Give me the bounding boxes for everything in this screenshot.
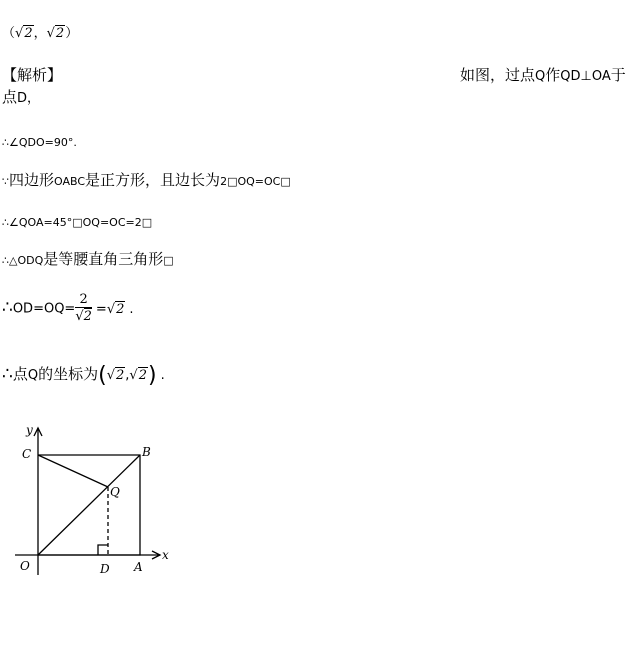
step-1: ∴∠QDO=90°.: [2, 136, 77, 149]
label-B: B: [142, 445, 151, 459]
answer-open-paren: （: [2, 26, 16, 41]
label-C: C: [22, 447, 32, 461]
right-angle-mark: [98, 545, 108, 555]
answer-close-paren: ）: [65, 26, 79, 41]
analysis-intro: 如图，过点Q作QD⊥OA于: [460, 66, 626, 84]
segment-CQ: [38, 455, 108, 487]
answer-line: [2, 27, 78, 40]
fraction-two-over-root-two: $\frac{2}{√2}$: [75, 292, 92, 324]
result-sqrt: √2: [106, 301, 125, 317]
answer-sqrt-2: √2: [46, 26, 65, 41]
diagonal-OB: [38, 455, 140, 555]
label-y: y: [26, 423, 33, 437]
step-6: ∴点Q的坐标为(√2,√2) .: [2, 363, 165, 388]
step-4: ∴△ODQ是等腰直角三角形□: [2, 250, 174, 268]
answer-sqrt-1: √2: [15, 26, 33, 41]
label-A: A: [134, 560, 143, 574]
label-x: x: [162, 548, 169, 562]
step-3: ∴∠QOA=45°□OQ=OC=2□: [2, 216, 153, 229]
answer-separator: ，: [33, 26, 47, 41]
label-Q: Q: [110, 485, 120, 499]
label-O: O: [20, 559, 30, 573]
analysis-heading: 【解析】: [2, 66, 63, 84]
step-5: ∴OD=OQ= $\frac{2}{√2}$ =√2 .: [2, 292, 134, 324]
analysis-intro-line2: 点D，: [2, 88, 41, 106]
label-D: D: [100, 562, 110, 576]
square-figure: [10, 420, 190, 590]
step-2: ∵四边形OABC是正方形，且边长为2□OQ=OC□: [2, 171, 291, 189]
